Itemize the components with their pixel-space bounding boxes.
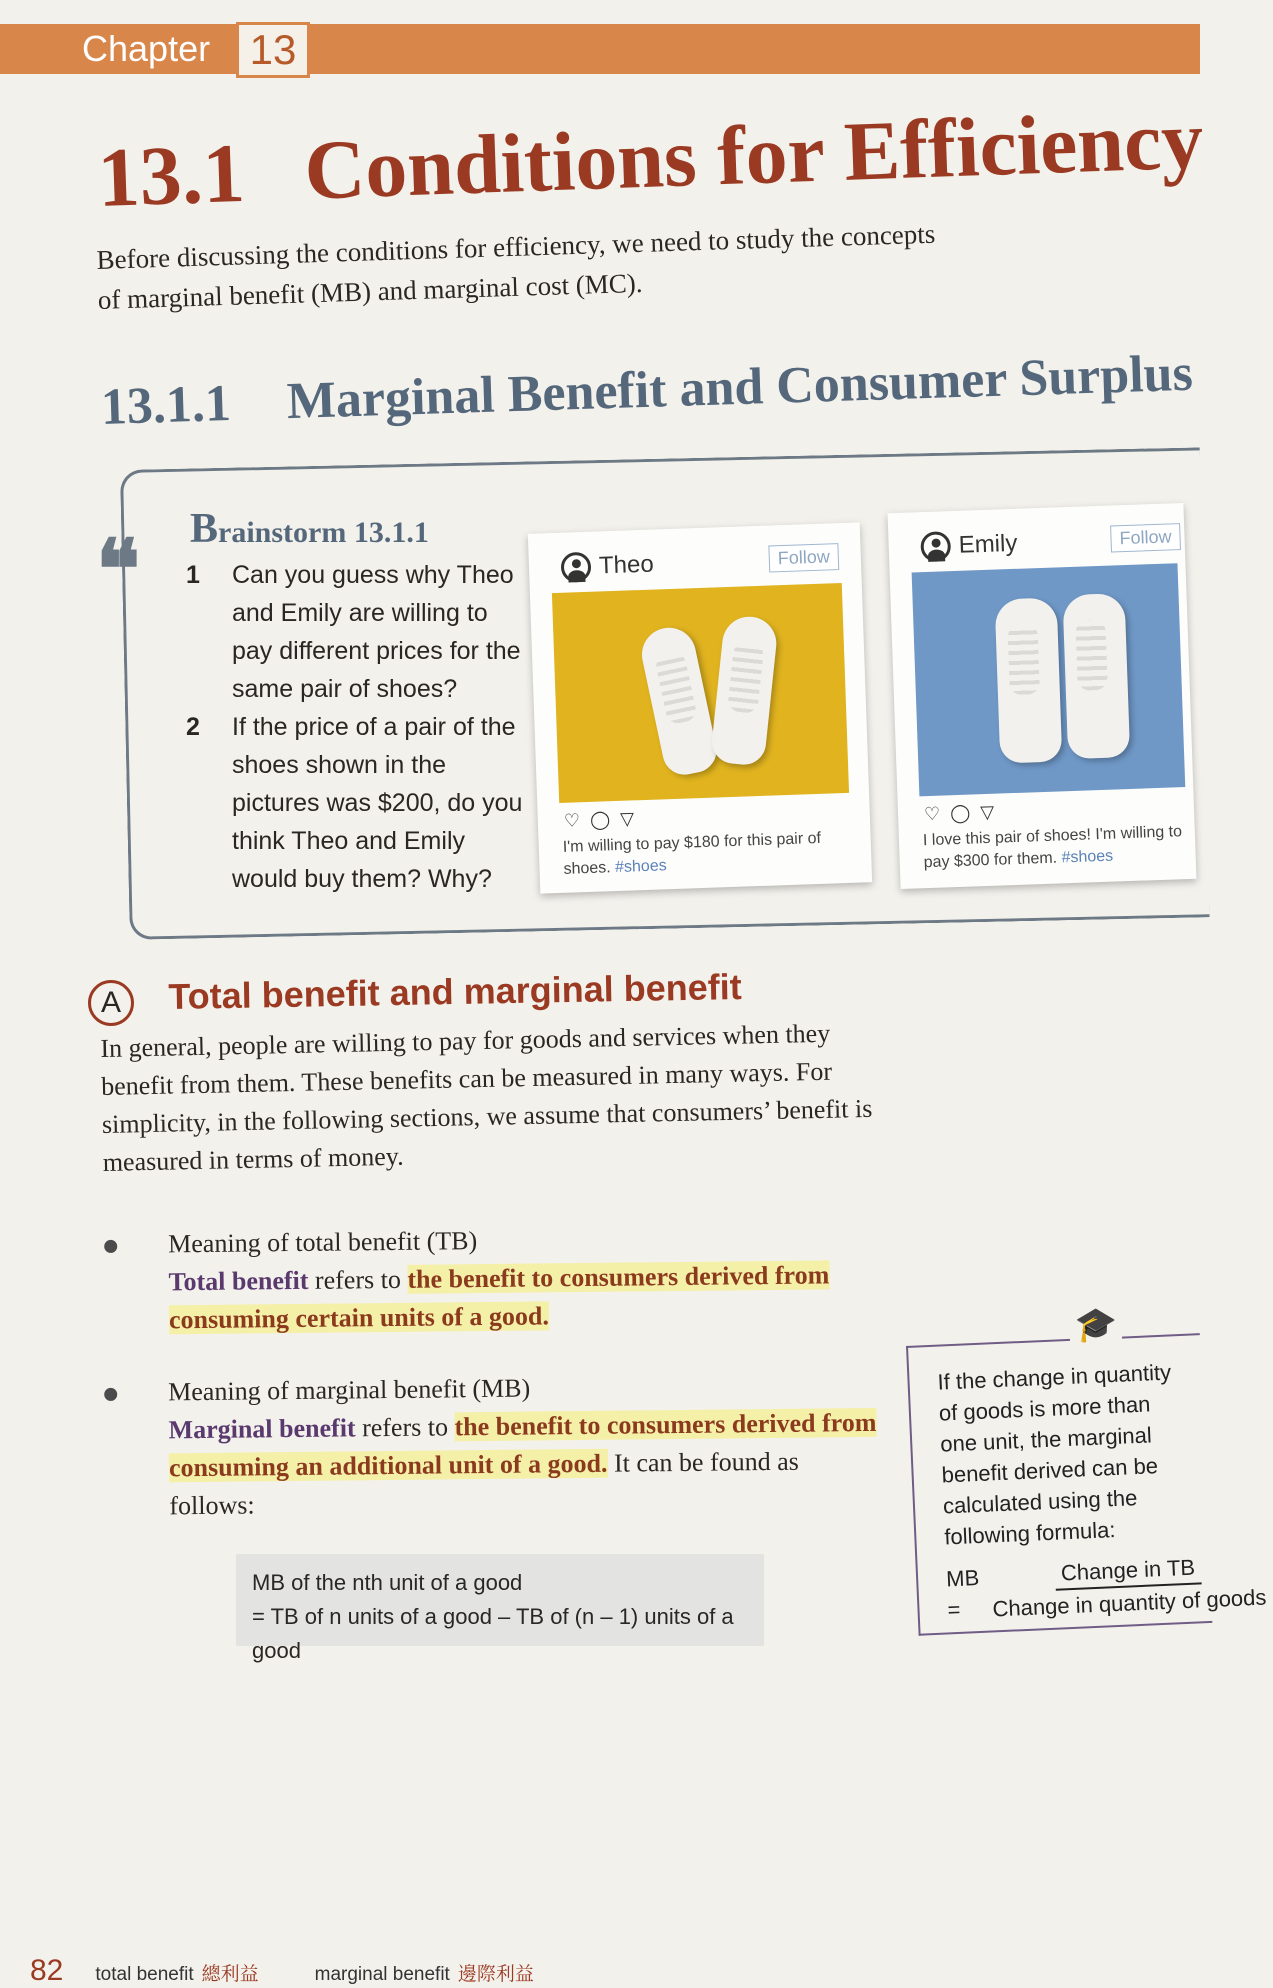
bullet-heading: Meaning of marginal benefit (MB) [168, 1373, 531, 1407]
post-caption [923, 821, 1194, 874]
marginal-benefit-bullet [104, 1366, 886, 1526]
definition [168, 1404, 885, 1525]
total-benefit-bullet [104, 1218, 885, 1340]
shoe-icon [710, 614, 779, 767]
question-number: 1 [186, 561, 200, 589]
bullet-body [168, 1366, 886, 1525]
term: Total benefit [168, 1265, 309, 1297]
denominator: Change in quantity of goods [992, 1584, 1267, 1622]
glossary-item [95, 1959, 258, 1986]
subsection-number: 13.1.1 [100, 374, 232, 436]
mortarboard-icon: 🎓 [1070, 1306, 1122, 1346]
brainstorm-title-initial: B [190, 506, 219, 552]
term: Marginal benefit [168, 1413, 356, 1445]
post-user [920, 529, 1018, 562]
shoe-icon [1062, 593, 1130, 759]
tip-note [906, 1333, 1267, 1636]
question-text: If the price of a pair of the shoes shown in the pictures was $200, do you think Theo and Emily would buy them? Why? [232, 713, 523, 893]
user-name: Emily [958, 529, 1018, 559]
hashtag-link[interactable]: #shoes [614, 857, 667, 877]
post-caption [562, 827, 853, 881]
subsection-heading: Marginal Benefit and Consumer Surplus [285, 344, 1194, 431]
glossary-en: total benefit [95, 1964, 194, 1985]
question-number: 2 [186, 713, 200, 741]
page-footer [30, 1954, 590, 1988]
glossary-en: marginal benefit [314, 1964, 450, 1985]
chapter-label: Chapter [82, 28, 211, 69]
part-title: Total benefit and marginal benefit [168, 965, 743, 1017]
user-name: Theo [598, 550, 655, 580]
bullet-body [168, 1218, 885, 1339]
section-intro: Before discussing the conditions for efficiency, we need to study the concepts of marginal benefit (MB) and marginal cost (MC). [96, 218, 936, 315]
fraction [984, 1548, 1273, 1624]
shoe-photo [912, 563, 1186, 796]
page-number: 82 [30, 1954, 64, 1987]
follow-button[interactable]: Follow [1110, 523, 1181, 552]
part-intro: In general, people are willing to pay for goods and services when they benefit from them. These benefits can be measured in many ways. For simplicity, in the following sections, we assume that consumers’ benefit is measured in terms of money. [100, 1018, 873, 1177]
post-user [560, 550, 654, 583]
share-icon[interactable]: ▽ [619, 808, 635, 829]
numerator: Change in TB [1054, 1551, 1201, 1590]
bullet-icon [104, 1388, 117, 1401]
follow-button[interactable]: Follow [768, 543, 839, 572]
part-letter-badge: A [88, 980, 134, 1026]
section-title [96, 91, 1205, 227]
highlighted-definition: the benefit to consumers derived from consuming certain units of a good. [168, 1260, 830, 1335]
shoe-icon [995, 597, 1063, 763]
definition [168, 1256, 885, 1339]
note-formula [945, 1551, 1267, 1626]
bullet-heading: Meaning of total benefit (TB) [168, 1226, 478, 1259]
highlighted-definition: the benefit to consumers derived from consuming an additional unit of a good. [168, 1407, 877, 1483]
connector: refers to [355, 1412, 455, 1443]
brainstorm-questions [186, 556, 526, 898]
chapter-number: 13 [236, 22, 310, 78]
formula-line: MB of the nth unit of a good [252, 1570, 523, 1595]
social-post-emily [888, 503, 1197, 889]
subsection-title [100, 344, 1194, 437]
brainstorm-title-rest: rainstorm 13.1.1 [218, 516, 429, 549]
comment-icon[interactable]: ◯ [949, 802, 971, 824]
caption-text: I'm willing to pay $180 for this pair of shoes. [562, 829, 822, 878]
post-actions [564, 808, 635, 831]
comment-icon[interactable]: ◯ [589, 809, 611, 830]
glossary-zh: 總利益 [201, 1964, 259, 1985]
caption-text: I love this pair of shoes! I'm willing to pay $300 for them. [922, 823, 1183, 872]
avatar-icon [560, 552, 591, 583]
quote-icon: ❝ [96, 525, 141, 616]
glossary-item [315, 1959, 534, 1986]
like-icon[interactable]: ♡ [563, 810, 581, 831]
brainstorm-title [190, 505, 429, 553]
post-actions [924, 802, 995, 825]
question-item [186, 708, 526, 898]
hashtag-link[interactable]: #shoes [1061, 847, 1114, 867]
section-number: 13.1 [96, 126, 247, 225]
note-text: If the change in quantity of goods is more than one unit, the marginal benefit derived can be calculated using the following formula: [937, 1359, 1172, 1550]
definition-tail: It can be found as follows: [169, 1446, 799, 1521]
shoe-icon [637, 623, 721, 779]
formula-line: = TB of n units of a good – TB of (n – 1) units of a good [252, 1604, 734, 1663]
glossary-zh: 邊際利益 [457, 1964, 534, 1985]
share-icon[interactable]: ▽ [979, 801, 995, 823]
like-icon[interactable]: ♡ [923, 803, 941, 825]
social-post-theo [528, 522, 872, 893]
bullet-icon [104, 1240, 117, 1253]
avatar-icon [920, 531, 951, 562]
question-text: Can you guess why Theo and Emily are willing to pay different prices for the same pair of shoes? [232, 561, 521, 703]
section-heading: Conditions for Efficiency [302, 93, 1205, 218]
shoe-photo [552, 583, 849, 803]
mb-formula-box [236, 1554, 764, 1663]
question-item [186, 556, 526, 708]
formula-lhs: MB = [945, 1565, 980, 1623]
connector: refers to [308, 1264, 408, 1295]
